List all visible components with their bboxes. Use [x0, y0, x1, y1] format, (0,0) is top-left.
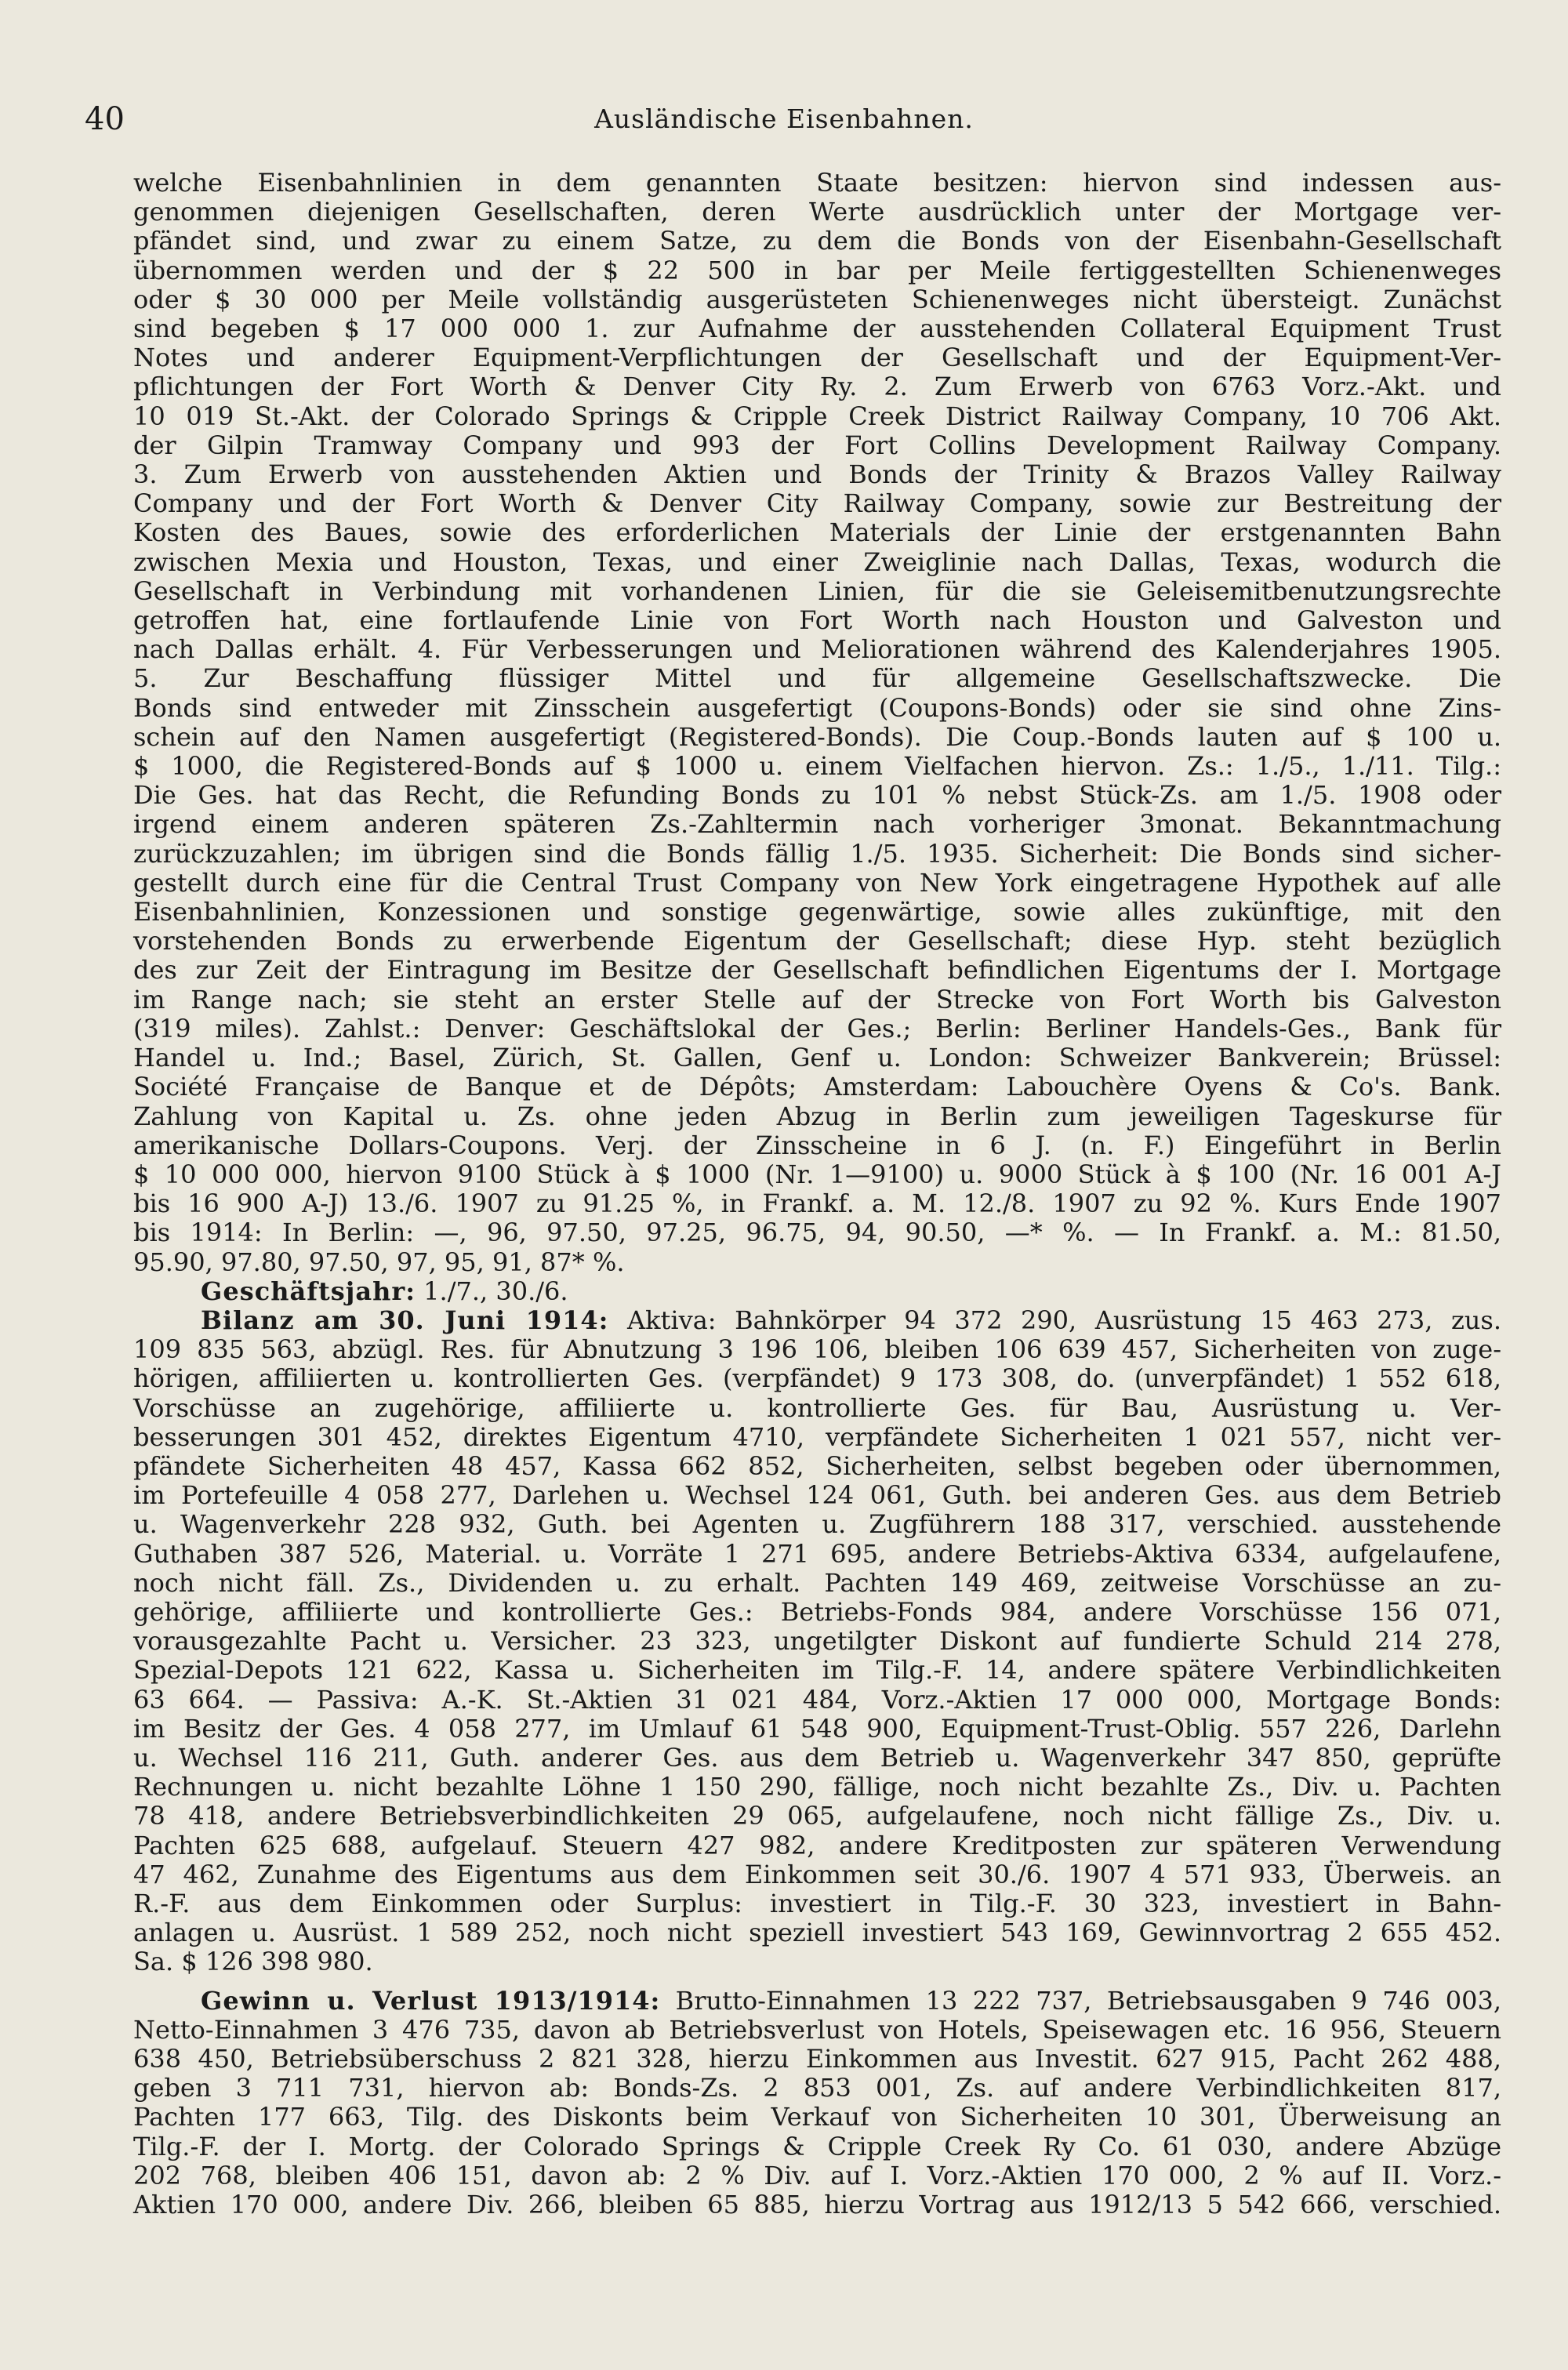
text-line: Notes und anderer Equipment-Verpflichtungen der Gesellschaft und der Equipment-Ver- — [133, 343, 1501, 373]
text-line: im Besitz der Ges. 4 058 277, im Umlauf 61 548 900, Equipment-Trust-Oblig. 557 226, Darlehn — [133, 1713, 1501, 1744]
bilanz-first-line-text: Aktiva: Bahnkörper 94 372 290, Ausrüstung 15 463 273, zus. — [608, 1305, 1502, 1335]
text-line: nach Dallas erhält. 4. Für Verbesserungen und Meliorationen während des Kalenderjahres 1905. — [133, 634, 1501, 665]
text-line: Netto-Einnahmen 3 476 735, davon ab Betriebsverlust von Hotels, Speisewagen etc. 16 956, Steuern — [133, 2014, 1501, 2045]
text-line: zwischen Mexia und Houston, Texas, und einer Zweiglinie nach Dallas, Texas, wodurch die — [133, 546, 1501, 577]
text-line: zurückzuzahlen; im übrigen sind die Bonds fällig 1./5. 1935. Sicherheit: Die Bonds sind sicher- — [133, 838, 1501, 869]
text-line: $ 1000, die Registered-Bonds auf $ 1000 u. einem Vielfachen hiervon. Zs.: 1./5., 1./11. Tilg.: — [133, 751, 1501, 782]
text-line: Pachten 625 688, aufgelauf. Steuern 427 982, andere Kreditposten zur späteren Verwendung — [133, 1830, 1501, 1860]
text-line: Eisenbahnlinien, Konzessionen und sonstige gegenwärtige, sowie alles zukünftige, mit den — [133, 897, 1501, 927]
text-line: bis 16 900 A-J) 13./6. 1907 zu 91.25 %, in Frankf. a. M. 12./8. 1907 zu 92 %. Kurs Ende 1907 — [133, 1189, 1501, 1219]
text-line: u. Wagenverkehr 228 932, Guth. bei Agenten u. Zugführern 188 317, verschied. ausstehende — [133, 1509, 1501, 1540]
text-line: 3. Zum Erwerb von ausstehenden Aktien und Bonds der Trinity & Brazos Valley Railway — [133, 459, 1501, 490]
text-line: übernommen werden und der $ 22 500 in bar per Meile fertiggestellten Schienenweges — [133, 255, 1501, 285]
text-line: 47 462, Zunahme des Eigentums aus dem Einkommen seit 30./6. 1907 4 571 933, Überweis. an — [133, 1859, 1501, 1889]
text-line: amerikanische Dollars-Coupons. Verj. der Zinsscheine in 6 J. (n. F.) Eingeführt in Berlin — [133, 1130, 1501, 1160]
text-line: Zahlung von Kapital u. Zs. ohne jeden Abzug in Berlin zum jeweiligen Tageskurse für — [133, 1101, 1501, 1131]
text-line: schein auf den Namen ausgefertigt (Registered-Bonds). Die Coup.-Bonds lauten auf $ 100 u. — [133, 721, 1501, 752]
text-line: sind begeben $ 17 000 000 1. zur Aufnahme der ausstehenden Collateral Equipment Trust — [133, 314, 1501, 344]
text-line: welche Eisenbahnlinien in dem genannten Staate besitzen: hiervon sind indessen aus- — [133, 168, 1501, 198]
text-line: hörigen, affiliierten u. kontrollierten Ges. (verpfändet) 9 173 308, do. (unverpfändet) 1 552 618, — [133, 1363, 1501, 1394]
bilanz-label: Bilanz am 30. Juni 1914: — [201, 1305, 609, 1335]
text-line: im Portefeuille 4 058 277, Darlehen u. Wechsel 124 061, Guth. bei anderen Ges. aus dem Betrieb — [133, 1480, 1501, 1511]
gewinn-first-line-text: Brutto-Einnahmen 13 222 737, Betriebsausgaben 9 746 003, — [660, 1985, 1502, 2016]
text-line: Pachten 177 663, Tilg. des Diskonts beim Verkauf von Sicherheiten 10 301, Überweisung an — [133, 2102, 1501, 2132]
text-line: Vorschüsse an zugehörige, affiliierte u. kontrollierte Ges. für Bau, Ausrüstung u. Ver- — [133, 1392, 1501, 1423]
text-line: 63 664. — Passiva: A.-K. St.-Aktien 31 021 484, Vorz.-Aktien 17 000 000, Mortgage Bonds: — [133, 1684, 1501, 1715]
page-header — [0, 96, 1568, 143]
bond-description-paragraph — [133, 169, 1501, 1277]
text-line: bis 1914: In Berlin: —, 96, 97.50, 97.25, 96.75, 94, 90.50, —* %. — In Frankf. a. M.: 81.50, — [133, 1218, 1501, 1248]
text-line: Gesellschaft in Verbindung mit vorhandenen Linien, für die sie Geleisemitbenutzungsrechte — [133, 575, 1501, 606]
text-line: $ 10 000 000, hiervon 9100 Stück à $ 1000 (Nr. 1—9100) u. 9000 Stück à $ 100 (Nr. 16 001 A-J — [133, 1159, 1501, 1189]
text-line: Die Ges. hat das Recht, die Refunding Bonds zu 101 % nebst Stück-Zs. am 1./5. 1908 oder — [133, 780, 1501, 811]
text-line: (319 miles). Zahlst.: Denver: Geschäftslokal der Ges.; Berlin: Berliner Handels-Ges., Bank für — [133, 1013, 1501, 1043]
text-line: gehörige, affiliierte und kontrollierte Ges.: Betriebs-Fonds 984, andere Vorschüsse 156 071, — [133, 1596, 1501, 1627]
text-line: Société Française de Banque et de Dépôts; Amsterdam: Labouchère Oyens & Co's. Bank. — [133, 1072, 1501, 1102]
bilanz-first-line — [133, 1306, 1501, 1335]
text-line: getroffen hat, eine fortlaufende Linie von Fort Worth nach Houston und Galveston und — [133, 605, 1501, 636]
text-line: genommen diejenigen Gesellschaften, deren Werte ausdrücklich unter der Mortgage ver- — [133, 197, 1501, 227]
text-line: Sa. $ 126 398 980. — [133, 1947, 373, 1977]
text-line: noch nicht fäll. Zs., Dividenden u. zu erhalt. Pachten 149 469, zeitweise Vorschüsse an zu- — [133, 1567, 1501, 1598]
text-line: 78 418, andere Betriebsverbindlichkeiten 29 065, aufgelaufene, noch nicht fällige Zs., Div. u. — [133, 1801, 1501, 1831]
text-line: der Gilpin Tramway Company und 993 der Fort Collins Development Railway Company. — [133, 430, 1501, 460]
text-line: Aktien 170 000, andere Div. 266, bleiben 65 885, hierzu Vortrag aus 1912/13 5 542 666, verschied. — [133, 2190, 1501, 2220]
text-line: geben 3 711 731, hiervon ab: Bonds-Zs. 2 853 001, Zs. auf andere Verbindlichkeiten 817, — [133, 2073, 1501, 2103]
text-line: 5. Zur Beschaffung flüssiger Mittel und für allgemeine Gesellschaftszwecke. Die — [133, 663, 1501, 694]
text-line: irgend einem anderen späteren Zs.-Zahltermin nach vorheriger 3monat. Bekanntmachung — [133, 809, 1501, 840]
text-line: Spezial-Depots 121 622, Kassa u. Sicherheiten im Tilg.-F. 14, andere spätere Verbindlichkeiten — [133, 1655, 1501, 1686]
text-line: 95.90, 97.80, 97.50, 97, 95, 91, 87* %. — [133, 1247, 625, 1277]
bilanz-paragraph — [133, 1335, 1501, 1976]
text-line: anlagen u. Ausrüst. 1 589 252, noch nicht speziell investiert 543 169, Gewinnvortrag 2 655 452. — [133, 1918, 1501, 1948]
gewinn-paragraph — [133, 2016, 1501, 2219]
geschaeftsjahr-line — [133, 1277, 1501, 1306]
text-line: pfändet sind, und zwar zu einem Satze, zu dem die Bonds von der Eisenbahn-Gesellschaft — [133, 226, 1501, 256]
geschaeftsjahr-value: 1./7., 30./6. — [416, 1276, 568, 1306]
text-line: Kosten des Baues, sowie des erforderlichen Materials der Linie der erstgenannten Bahn — [133, 517, 1501, 548]
geschaeftsjahr-label: Geschäftsjahr: — [201, 1276, 416, 1306]
text-line: Guthaben 387 526, Material. u. Vorräte 1 271 695, andere Betriebs-Aktiva 6334, aufgelaufene, — [133, 1538, 1501, 1569]
body-text — [133, 169, 1501, 2219]
text-line: 109 835 563, abzügl. Res. für Abnutzung 3 196 106, bleiben 106 639 457, Sicherheiten von zuge- — [133, 1334, 1501, 1365]
running-head: Ausländische Eisenbahnen. — [594, 103, 974, 134]
page-number: 40 — [85, 101, 125, 137]
text-line: 10 019 St.-Akt. der Colorado Springs & Cripple Creek District Railway Company, 10 706 Akt. — [133, 401, 1501, 431]
text-line: pfändete Sicherheiten 48 457, Kassa 662 852, Sicherheiten, selbst begeben oder übernommen, — [133, 1450, 1501, 1481]
text-line: oder $ 30 000 per Meile vollständig ausgerüsteten Schienenweges nicht übersteigt. Zunächst — [133, 284, 1501, 314]
text-line: Rechnungen u. nicht bezahlte Löhne 1 150 290, fällige, noch nicht bezahlte Zs., Div. u. Pachten — [133, 1772, 1501, 1802]
text-line: u. Wechsel 116 211, Guth. anderer Ges. aus dem Betrieb u. Wagenverkehr 347 850, geprüfte — [133, 1742, 1501, 1773]
gewinn-first-line — [133, 1987, 1501, 2016]
text-line: Handel u. Ind.; Basel, Zürich, St. Gallen, Genf u. London: Schweizer Bankverein; Brüssel: — [133, 1043, 1501, 1073]
text-line: R.-F. aus dem Einkommen oder Surplus: investiert in Tilg.-F. 30 323, investiert in Bahn- — [133, 1888, 1501, 1918]
text-line: Company und der Fort Worth & Denver City Railway Company, sowie zur Bestreitung der — [133, 488, 1501, 519]
text-line: besserungen 301 452, direktes Eigentum 4710, verpfändete Sicherheiten 1 021 557, nicht ver- — [133, 1421, 1501, 1452]
text-line: im Range nach; sie steht an erster Stelle auf der Strecke von Fort Worth bis Galveston — [133, 984, 1501, 1014]
text-line: vorstehenden Bonds zu erwerbende Eigentum der Gesellschaft; diese Hyp. steht bezüglich — [133, 926, 1501, 956]
text-line: Tilg.-F. der I. Mortg. der Colorado Springs & Cripple Creek Ry Co. 61 030, andere Abzüge — [133, 2131, 1501, 2161]
text-line: 202 768, bleiben 406 151, davon ab: 2 % Div. auf I. Vorz.-Aktien 170 000, 2 % auf II. Vorz.- — [133, 2160, 1501, 2190]
text-line: vorausgezahlte Pacht u. Versicher. 23 323, ungetilgter Diskont auf fundierte Schuld 214 278, — [133, 1626, 1501, 1657]
text-line: pflichtungen der Fort Worth & Denver City Ry. 2. Zum Erwerb von 6763 Vorz.-Akt. und — [133, 372, 1501, 402]
text-line: des zur Zeit der Eintragung im Besitze der Gesellschaft befindlichen Eigentums der I. Mortgage — [133, 955, 1501, 985]
text-line: Bonds sind entweder mit Zinsschein ausgefertigt (Coupons-Bonds) oder sie sind ohne Zins- — [133, 692, 1501, 723]
text-line: 638 450, Betriebsüberschuss 2 821 328, hierzu Einkommen aus Investit. 627 915, Pacht 262 488, — [133, 2044, 1501, 2074]
text-line: gestellt durch eine für die Central Trust Company von New York eingetragene Hypothek auf alle — [133, 867, 1501, 898]
gewinn-label: Gewinn u. Verlust 1913/1914: — [201, 1985, 661, 2016]
